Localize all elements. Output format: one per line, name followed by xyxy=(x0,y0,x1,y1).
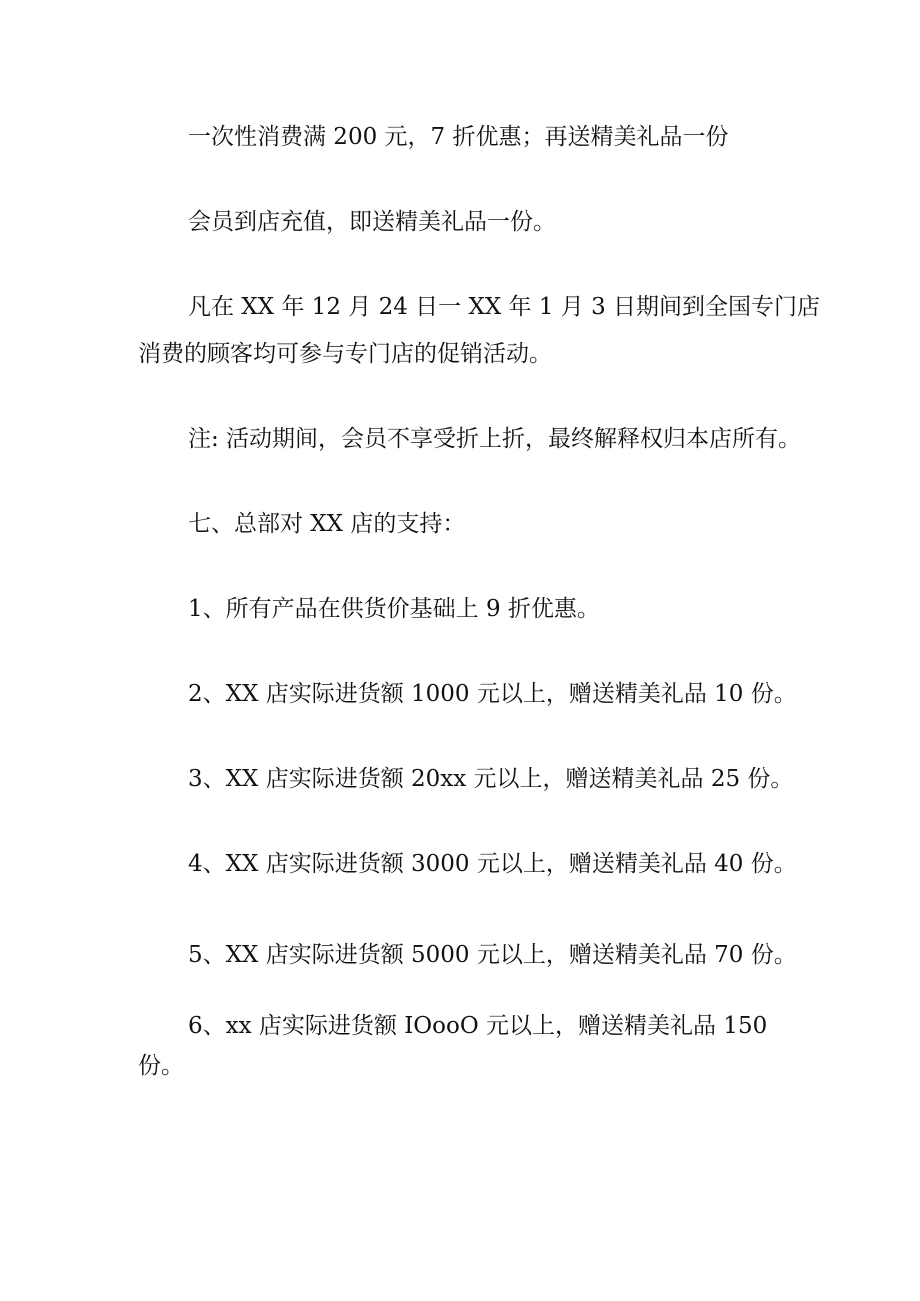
text-line: 会员到店充值，即送精美礼品一份。 xyxy=(188,209,556,235)
text-line: 5、XX 店实际进货额 5000 元以上，赠送精美礼品 70 份。 xyxy=(188,942,797,968)
text-line: 2、XX 店实际进货额 1000 元以上，赠送精美礼品 10 份。 xyxy=(188,681,797,707)
text-line: 注: 活动期间，会员不享受折上折，最终解释权归本店所有。 xyxy=(188,426,802,452)
text-line: 份。 xyxy=(138,1053,184,1079)
text-line: 6、xx 店实际进货额 IOooO 元以上，赠送精美礼品 150 xyxy=(188,1013,768,1039)
text-line: 消费的顾客均可参与专门店的促销活动。 xyxy=(138,341,552,367)
text-line: 凡在 XX 年 12 月 24 日一 XX 年 1 月 3 日期间到全国专门店 xyxy=(188,294,821,320)
heading-text: 七、总部对 XX 店的支持： xyxy=(188,511,466,537)
text-line: 4、XX 店实际进货额 3000 元以上，赠送精美礼品 40 份。 xyxy=(188,851,797,877)
text-line: 1、所有产品在供货价基础上 9 折优惠。 xyxy=(188,596,600,622)
text-line: 3、XX 店实际进货额 20xx 元以上，赠送精美礼品 25 份。 xyxy=(188,766,794,792)
text-line: 一次性消费满 200 元，7 折优惠；再送精美礼品一份 xyxy=(188,124,729,150)
